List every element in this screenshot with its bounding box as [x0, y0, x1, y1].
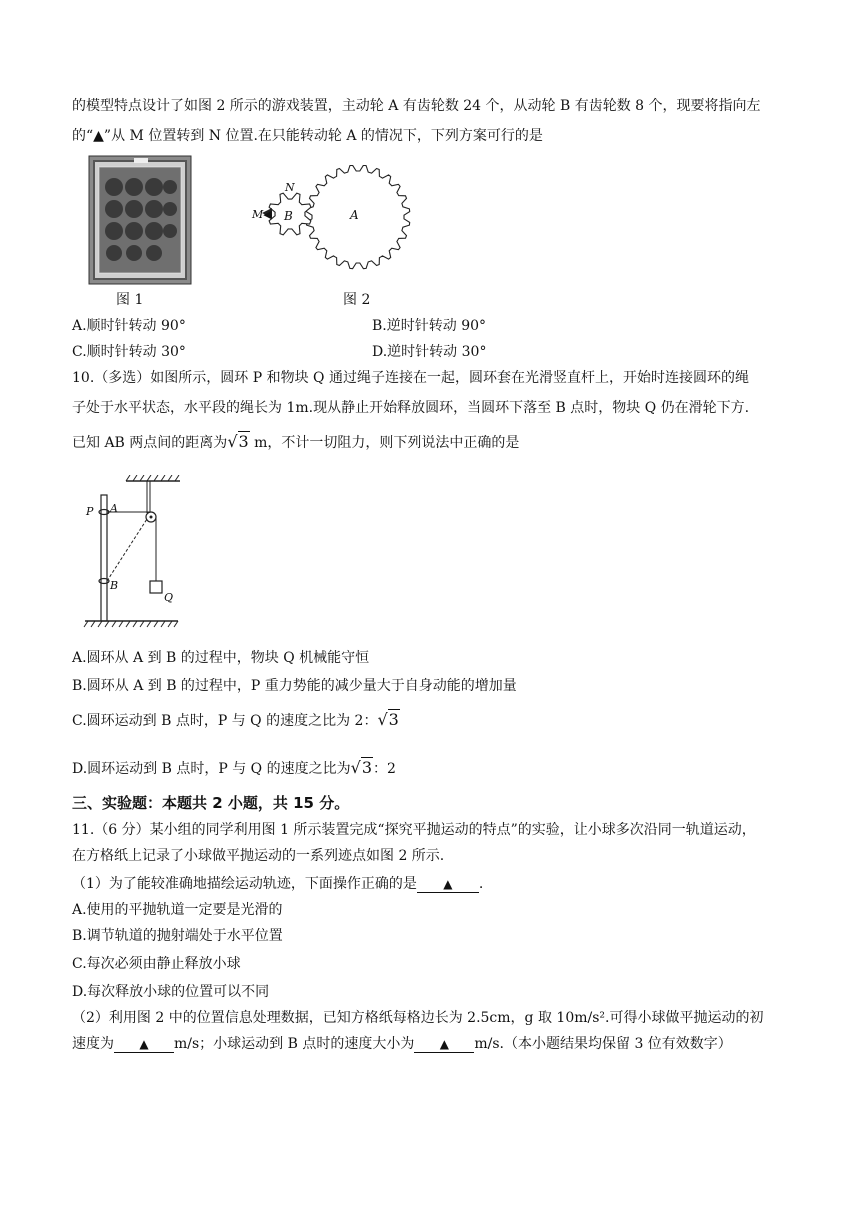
block-label-q: Q	[164, 591, 174, 604]
q9-option-c: C.顺时针转动 30°	[72, 344, 186, 360]
answer-blank-speed-at-b[interactable]: ▲	[414, 1036, 474, 1053]
q10-line-2: 子处于水平状态，水平段的绳长为 1m.现从静止开始释放圆环，当圆环下落至 B 点时，物块 Q 仍在滑轮下方.	[72, 400, 750, 416]
q10-option-b: B.圆环从 A 到 B 的过程中，P 重力势能的减少量大于自身动能的增加量	[72, 678, 517, 694]
ring-label-p: P	[86, 505, 94, 518]
q9-line-1: 的模型特点设计了如图 2 所示的游戏装置，主动轮 A 有齿轮数 24 个，从动轮 B 有齿轮数 8 个，现要将指向左	[72, 98, 761, 114]
gear-label-a: A	[350, 208, 359, 222]
figure-2-caption: 图 2	[343, 292, 371, 308]
ring-label-b: B	[110, 579, 119, 592]
ring-label-a: A	[110, 502, 118, 515]
q10-option-c-text: C.圆环运动到 B 点时，P 与 Q 的速度之比为 2：	[72, 713, 378, 729]
q10-option-d	[72, 758, 396, 779]
q11-sub-1: （1）为了能较准确地描绘运动轨迹，下面操作正确的是 ▲ .	[72, 876, 484, 892]
q11-option-a: A.使用的平抛轨道一定要是光滑的	[72, 902, 283, 918]
answer-blank-initial-speed[interactable]: ▲	[114, 1036, 174, 1053]
q9-option-a: A.顺时针转动 90°	[72, 318, 186, 334]
q10-line-1: 10.（多选）如图所示，圆环 P 和物块 Q 通过绳子连接在一起，圆环套在光滑竖直杆上，开始时连接圆环的绳	[72, 370, 749, 386]
q9-option-b: B.逆时针转动 90°	[372, 318, 487, 334]
q10-option-a: A.圆环从 A 到 B 的过程中，物块 Q 机械能守恒	[72, 650, 370, 666]
gear-label-b: B	[284, 209, 293, 223]
q11-sub-1-text: （1）为了能较准确地描绘运动轨迹，下面操作正确的是	[72, 876, 417, 892]
q11-option-b: B.调节轨道的抛射端处于水平位置	[72, 928, 283, 944]
figure-2-gears	[250, 165, 420, 280]
answer-blank[interactable]: ▲	[417, 876, 479, 893]
q9-option-d: D.逆时针转动 30°	[372, 344, 487, 360]
q11-line-2: 在方格纸上记录了小球做平抛运动的一系列迹点如图 2 所示.	[72, 848, 445, 864]
q11-option-d: D.每次释放小球的位置可以不同	[72, 984, 270, 1000]
sqrt-symbol: √3	[227, 432, 249, 451]
figure-ring-pulley	[80, 475, 190, 635]
q11-line-1: 11.（6 分）某小组的同学利用图 1 所示装置完成“探究平抛运动的特点”的实验，让小球多次沿同一轨道运动，	[72, 822, 756, 838]
figure-1-caption: 图 1	[116, 292, 144, 308]
q10-option-d-text: D.圆环运动到 B 点时，P 与 Q 的速度之比为	[72, 761, 351, 777]
q10-line-3-text: 已知 AB 两点间的距离为	[72, 435, 228, 451]
q11-option-c: C.每次必须由静止释放小球	[72, 956, 241, 972]
q10-option-c	[72, 710, 400, 731]
gear-label-n: N	[285, 181, 295, 194]
figure-1-game-device	[88, 155, 192, 285]
q10-line-3	[72, 432, 519, 453]
q9-line-2: 的“▲”从 M 位置转到 N 位置.在只能转动轮 A 的情况下，下列方案可行的是	[72, 128, 543, 144]
section-3-header: 三、实验题：本题共 2 小题，共 15 分。	[72, 794, 350, 812]
sqrt-symbol: √3	[377, 710, 399, 729]
gear-label-m: M◀	[252, 208, 272, 221]
q11-sub-2-line-1: （2）利用图 2 中的位置信息处理数据，已知方格纸每格边长为 2.5cm，g 取 10m/s².可得小球做平抛运动的初	[72, 1010, 764, 1026]
sqrt-symbol: √3	[350, 758, 373, 777]
q11-sub-2-line-2: 速度为 ▲ m/s；小球运动到 B 点时的速度大小为 ▲ m/s.（本小题结果均保留 3 位有效数字）	[72, 1036, 732, 1052]
q10-option-d-tail: ：2	[373, 761, 396, 777]
q10-line-3-tail: m，不计一切阻力，则下列说法中正确的是	[249, 435, 520, 451]
